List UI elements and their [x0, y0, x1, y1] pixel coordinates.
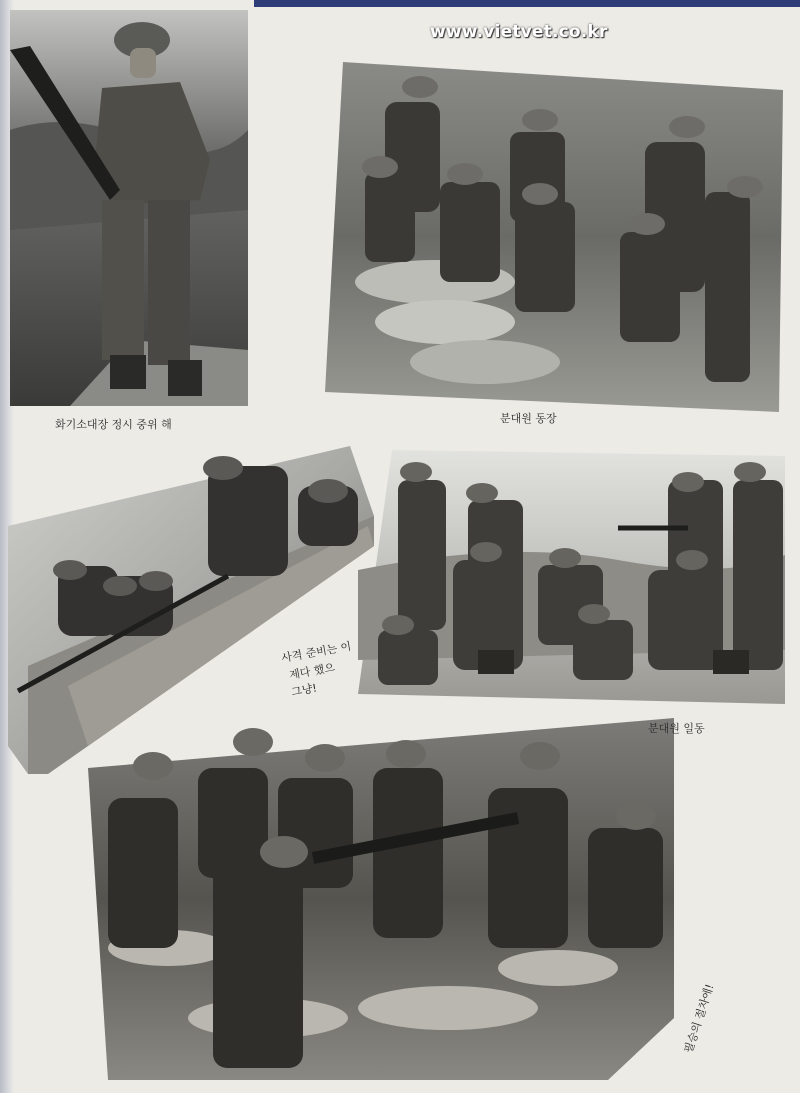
caption-photo-4: 분대원 일동 [648, 722, 705, 735]
caption-photo-2: 분대원 동장 [500, 412, 557, 425]
caption-photo-5: 필승의 절차에! [681, 982, 717, 1055]
caption-photo-1: 화기소대장 정시 중위 해 [55, 418, 172, 431]
photo-squad-with-weapons [358, 450, 785, 704]
caption-photo-3-line-3: 그냥! [290, 681, 318, 699]
photo-squad-on-sandbags [325, 62, 783, 412]
photo-officer-with-rifle [10, 10, 248, 406]
caption-photo-3-line-2: 제다 했으 [288, 660, 336, 682]
top-color-band [254, 0, 800, 7]
caption-photo-3-line-1: 사격 준비는 이 [280, 639, 353, 665]
photo-recoilless-rifle-crew [88, 718, 674, 1080]
watermark: www.vietvet.co.kr [430, 22, 608, 42]
